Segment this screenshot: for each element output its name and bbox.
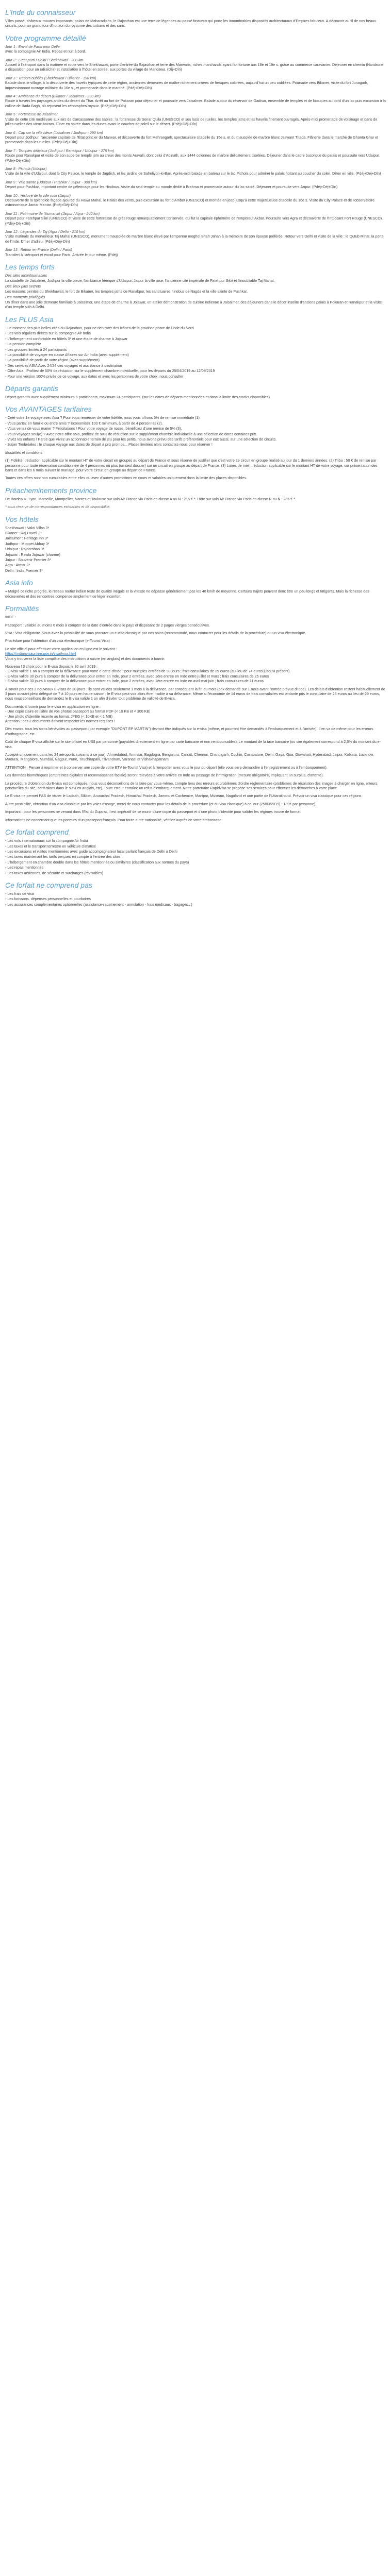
list-item: - Les groupes limités à 24 participants	[5, 347, 67, 352]
advantages-list	[5, 416, 386, 447]
list-item: Agra : Atmar 3*	[5, 563, 30, 568]
list-item: Jaisalmer : Heritage Inn 3*	[5, 536, 48, 541]
voyage-intro: Villes passé, châteaux-maures imposants, palais de Maharadjahs, le Rajasthan est une terre de légendes au passé fastueux qui porte les innombrables dispositifs architecturaux d'Empires fabuleux. A découvrir au fil de nos beaux circuits, pour un grand tour d'horizon du royaume des turbans et des saris.	[5, 19, 376, 28]
highlights-list	[5, 274, 386, 310]
advantages-title: Vos AVANTAGES tarifaires	[5, 405, 92, 414]
formalities-text: Attention : ces 2 documents doivent respecter les normes requises !	[5, 719, 116, 723]
formalities-text: ATTENTION : Penser à imprimer et à conserver une copie de votre ETV (e-Tourist Visa) et à l'emporter avec vous le jour du départ (elle vous sera demandée à l'enregistrement ou à l'embarquement).	[5, 765, 328, 770]
day-text: Départ pour Pushkar, important centre de pèlerinage pour les Hindous. Visite du seul temple au monde dédié à Brahma et promenade autour du lac sacré. Déjeuner et poursuite vers Jaipur. (Pdéj+Déj+Dîn)	[5, 185, 338, 190]
formalities-text: Le E-visa ne permet PAS de visiter le Ladakh, Sikkim, Arunachal Pradesh, Himachal Pradesh, Jammu et Cachemire, Manipur, Mizoram, Nagaland et une partie de l'Uttarakhand. Prévoir un visa classique pour ces régions.	[5, 794, 363, 799]
plus-title: Les PLUS Asia	[5, 315, 54, 324]
formalities-title: Formalités	[5, 604, 39, 613]
day-text: Balade dans le village, à la découverte des havelis typiques de cette région, anciennes demeures de maître richement ornées de fresques colorées, aujourd'hui un peu oubliées. Poursuite vers Bikaner, visite du fort Junagarh, impressionnant ouvrage militaire du 16e s., et promenade dans le marché. (Pdéj+Déj+Dîn)	[5, 81, 368, 90]
list-item: Jojawar : Rawla Jojawar (charme)	[5, 552, 60, 557]
hotels-list	[5, 526, 386, 574]
list-item: - Créé votre 1e voyage avec Asia ? Pour vous remercier de votre fidélité, nous vous offrons 5% de remise immédiate (1).	[5, 416, 201, 420]
departures-text: Départ garantis avec supplément minimum 6 participants, maximum 24 participants. (sur les dates de départs mentionnées et dans la limite des stocks disponibles)	[5, 395, 270, 399]
day-title: Jour 11 : Patrimoine de l'humanité (Jaipur / Agra - 240 km)	[5, 211, 100, 216]
list-item: - Vivez les enfants ! Parce que Vivez un actionnable terrain de jeu pour les petits, nous avons prévu des tarifs préférentiels pour eux aussi, sur une sélection de circuits.	[5, 437, 277, 442]
list-item: - Les boissons, dépenses personnelles et pourboires	[5, 897, 91, 902]
modalities-note: Toutes ces offres sont non cumulables entre elles ou avec d'autres promotions en cours et valables uniquement dans la limite des places disponibles.	[5, 476, 247, 481]
list-item: - Vous partez en famille ou entre amis ? Économisez 100 € minimum, à partir de 4 personnes (2).	[5, 421, 163, 426]
list-item: - Les assurances complémentaires optionnelles (assistance-rapatriement - annulation - frais médicaux - bagages...)	[5, 902, 192, 907]
list-item: - Les taxes et le transport terrestre en véhicule climatisé	[5, 844, 96, 849]
day-item	[5, 58, 386, 73]
formalities-text: - E-Visa valide 30 jours à compter de la délivrance pour entrer en Inde, pour 2 entrées, avec 1ère entrée en Inde entre juillet et mars ; frais consulaires de 25 euros	[5, 674, 269, 679]
pre-post-text: De Bordeaux, Lyon, Marseille, Montpellier, Nantes et Toulouse sur vols Air France via Paris en classe A ou N : 215 € *. Hôte sur vols Air France via Paris en classe R ou N : 285 € *.	[5, 497, 296, 501]
formalities-text: Coût de chaque E-visa affiché sur le site officiel en US$ par personne (payables directement en ligne par carte bancaire et non remboursables). Le montant de la taxe bancaire (ou vire également correspond à 2,5% du montant du e-visa.	[5, 740, 381, 749]
formalities-intro: INDE :	[5, 615, 16, 620]
asia-info-text: « Malgré ce riche progrès, le réseau routier indien reste de qualité inégale et la vitesse ne dépasse généralement pas les 40 km/h de moyenne. Certains trajets peuvent donc être un peu longs et fatigants. Mais la richesse des découvertes et des rencontres compense amplement ce léger inconfort.	[5, 589, 369, 599]
day-title: Jour 13 : Retour en France (Delhi / Paris)	[5, 248, 72, 252]
day-text: Départ pour Fatehpur Sikri (UNESCO) et visite de cette forteresse de grès rouge remarquablement conservée, qui fut la capitale éphémère de l'empereur Akbar. Poursuite vers Agra et découverte de l'imposant Fort Rouge (UNESCO). (Pdéj+Déj+Dîn)	[5, 216, 383, 226]
day-text: Transfert à l'aéroport et envol pour Paris. Arrivée le jour même. (Pdéj)	[5, 252, 118, 257]
day-item	[5, 194, 386, 208]
list-item: - Les repas mentionnés	[5, 866, 44, 870]
list-item: Des moments privilégiés	[5, 295, 45, 299]
list-item: Delhi : India Premier 3*	[5, 568, 43, 573]
day-item	[5, 180, 386, 190]
day-item	[5, 248, 386, 258]
list-item: - Offre Asia : Profitez de 50% de réduction sur le supplément chambre individuelle, pour les départs du 25/04/2019 au 12/09/2019	[5, 369, 215, 374]
list-item: - Les frais de visa	[5, 891, 34, 896]
formalities-text: A savoir pour ces 2 nouveaux E-visas de 30 jours : ils sont valides seulement 1 mois à la délivrance, par conséquent la fin du mois (prix demandé sur 1 mois avant l'entrée prévue d'Inde). Les délais d'obtention restent habituellement de 3 jours ouvrant plein délégué de 7 à 10 jours en haute saison ; le E-visa peut voir alors être insolite à sa délivrance. Même si l'économie de 14 euros de frais consulaires est tentante pris le consulaire de 25 euros au lieu de 29 euros, nous vous conseillons de demandez le E-visa valide 1 an afin d'éviter tout problème de validité de E-visa.	[5, 687, 385, 701]
day-title: Jour 2 : C'est parti ! Delhi / Shekhawati - 300 km	[5, 58, 84, 62]
list-item: - Les taxes aériennes, de sécurité et surcharges (révisables)	[5, 871, 104, 875]
includes-title: Ce forfait comprend	[5, 828, 69, 837]
list-item: - La possibilité de voyager en classe Affaires sur Air India (avec supplément)	[5, 352, 129, 357]
programme-title: Votre programme détaillé	[5, 33, 86, 42]
list-item: Jodhpur : Moppet Abhay 3*	[5, 541, 50, 546]
list-item: - Vous voyagez seul(e) ? Avec notre offre solo, profitez de 50% de réduction sur le supplément chambre individuelle à une sélection de dates certaines prix.	[5, 432, 257, 436]
list-item: Un dîner dans une jolie demeure familiale à Jaisalmer, une étape de charme à Jojawar, un atelier démonstration de cuisine indienne à Jaisalmer, des déjeuners dans le décor insolite d'anciens palais à Pokaran et Ranakpur et la visite d'un temple sikh à Delhi.	[5, 300, 382, 310]
formalities-text: Vous y trouverez la liste complète des instructions à suivre (en anglais) et des documents à fournir.	[5, 656, 166, 661]
list-item: - Des services ASIA Avec 24/24 des voyages et assistance à destination	[5, 363, 122, 368]
list-item: Jaipur : Souvenir Premier 3*	[5, 558, 51, 563]
day-text: Départ pour Jodhpur, l'ancienne capitale de l'État princier du Marwar, et découverte du fort Mehrangarh, spectaculaire citadelle du 15e s. et du mausolée de marbre blanc Jaswant Thada. Flânerie dans le marché de Ghanta Ghar et promenade dans les ruelles. (Pdéj+Déj+Dîn)	[5, 135, 379, 145]
day-title: Jour 8 : Pichola (Udaipur)	[5, 166, 47, 171]
formalities-text: Visa : Visa obligatoire. Vous avez la possibilité de vous procurer un e-visa classique par nos soins (recommandé, nous contacter pour les détails de la procédure) ou un visa électronique.	[5, 631, 306, 635]
day-title: Jour 6 : Cap sur la ville bleue (Jaisalmer / Jodhpur - 290 km)	[5, 130, 103, 135]
plus-list	[5, 326, 386, 379]
day-title: Jour 10 : Histoire de la ville rose (Jaipur)	[5, 193, 71, 198]
day-text: avec la compagnie Air India. Repas et nuit à bord.	[5, 49, 86, 54]
formalities-text: Le site officiel pour effectuer votre application en ligne est le suivant :	[5, 647, 117, 651]
day-text: Visite matinale du merveilleux Taj Mahal (UNESCO), monument mausolée de marbre blanc élevé par l'empereur moghol Shah Jahan à la mémoire de son épouse préférée. Retour vers Delhi et visite de la ville : le Qutub Minar, la porte de l'Inde. Dîner d'adieu. (Pdéj+Déj+Dîn)	[5, 234, 384, 244]
day-item	[5, 94, 386, 109]
pre-post-title: Préacheminements province	[5, 486, 97, 495]
list-item: - Les vols réguliers directs sur la compagnie Air India	[5, 331, 91, 336]
list-item: - L'hébergement en chambre double dans les hôtels mentionnés ou similaires (classification aux normes du pays)	[5, 860, 189, 865]
day-item	[5, 131, 386, 145]
day-text: Visite de la ville d'Udaipur, dont le City Palace, le temple de Jagdish, et les jardins de Saheliyon-ki-Bari. Après-midi balade en bateau sur le lac Pichola pour admirer le palais flottant au coucher du soleil. Dîner en ville. (Pdéj+Déj+Dîn)	[5, 172, 381, 176]
day-text: Visite de cette cité médiévale aux airs de Carcassonne des sables : la forteresse de Sonar Quila (UNESCO) et ses lacis de ruelles, les temples jaïns et les havelis finement ouvragés. Après-midi promenade de voisinage et dans de jolies ruelles des vieux bazars. Dîner en soirée dans les dunes avant le coucher de soleil sur le désert. (Pdéj+Déj+Dîn)	[5, 117, 378, 127]
day-text: Découverte de la splendide façade ajourée du Hawa Mahal, le Palais des vents, puis excursion au fort d'Amber (UNESCO) et montée en jeep jusqu'à cette majestueuse citadelle du 16e s. Visite du City Palace et de l'observatoire astronomique Jantar Mantar. (Pdéj+Déj+Dîn)	[5, 198, 375, 208]
modalities-title: Modalités et conditions	[5, 450, 43, 455]
list-item: - Les taxes maintenant les tarifs perçues en compte à l'entrée des sites	[5, 855, 121, 859]
day-text: Route pour Ranakpur et visite de son superbe temple jaïn au creux des monts Aravalli, dont celui d'Adinath, aux 1444 colonnes de marbre délicatement ciselées. Déjeuner dans le cadre bucolique du palais et poursuite vers Udaipur. (Pdéj+Déj+Dîn)	[5, 154, 380, 163]
formalities-text: Nouveau ! 3 choix pour le E-visa depuis le 30 avril 2019 :	[5, 664, 98, 669]
list-item: - Les vols internationaux sur la compagnie Air India	[5, 839, 88, 843]
formalities-text: Informations ne concernant que les porteurs d'un passeport français. Pour toute autre nationalité, vérifiez auprès de votre ambassade.	[5, 818, 223, 822]
list-item: - Pour une version 100% privée de ce voyage, aux dates et avec les personnes de votre choix, nous consulter	[5, 374, 184, 379]
list-item: Shekhawati : Vakti Villas 3*	[5, 526, 50, 530]
voyage-title: L'Inde du connaisseur	[5, 8, 76, 16]
formalities-text: Important : pour les personnes ne venant dans l'Est du Gujarat, il est impératif de se munir d'une copie du passeport et d'une photo d'identité pour valider les régimes trouve de format.	[5, 810, 302, 815]
day-title: Jour 3 : Trésors oubliés (Shekhawati / Bikaner - 190 km)	[5, 76, 96, 80]
list-item: - Vous venez de vous marier ? Félicitations ! Pour votre voyage de noces, bénéficiez d'une remise de 5% (3).	[5, 427, 182, 431]
modalities-text: (1) Fidélité : réduction applicable sur le montant HT de votre circuit en groupes au départ de France et sous réserve de justifier que c'est votre 2e circuit en groupe réalisé au jour du 1 derniers années. (2) Tribu : 50 € de remise par personne pour toute réservation conditionnée de 4 personnes ou plus (un seul dossier) sur un circuit en groupe au départ de France. (3) Lunes de miel : réduction applicable sur le montant HT de votre voyage, sur présentation des bans et dans les 6 mois suivant le mariage, pour votre circuit en groupe au départ de France.	[5, 459, 378, 472]
list-item: Les maisons peintes du Shekhawati, le fort de Bikaner, les temples jaïns de Ranakpur, les sanctuaires hindous de Nagda et la ville sainte de Pushkar.	[5, 290, 248, 294]
visa-link[interactable]: https://indianvisaonline.gov.in/visa/tvoa.html	[5, 652, 76, 656]
formalities-text: La procédure d'obtention du E-visa est compliquée, nous vous déconseillons de la faire par vous-même, compte tenu des erreurs et problèmes d'ordre réglementaire (problèmes de résolution des images à charger en ligne, erreurs ponctuelles du site, confusions dans le suivi en anglais, etc). Toute erreur entraîne un refus d'embarquement. Notre partenaire Rapidvisa se propose ses services pour effectuer les démarches à votre place.	[5, 781, 378, 791]
departures-title: Départs garantis	[5, 384, 58, 393]
formalities-text: Documents à fournir pour le e-visa en application en ligne :	[5, 704, 101, 709]
list-item: Des sites incontournables	[5, 274, 47, 278]
formalities-text: - Une photo d'identité récente au format JPEG (< 10KB et < 1 MB)	[5, 714, 112, 719]
formalities-text: Passeport : valable au moins 6 mois à compter de la date d'entrée dans le pays et disposant de 2 pages vierges consécutives.	[5, 623, 210, 628]
hotels-title: Vos hôtels	[5, 515, 39, 523]
formalities-text: Autre possibilité, obtention d'un visa classique par les voies d'usage, merci de nous contacter pour les détails de la procédure (et du visa classique) à ce jour (25/03/2019) : 139€ par personne).	[5, 802, 317, 806]
day-item	[5, 149, 386, 163]
day-text: Accueil à l'aéroport dans la matinée et route vers le Shekhawati, porte d'entrée du Rajasthan et terre des Marwaris, riches marchands ayant fait fortune aux 18e et 19e s. grâce au commerce caravanier. Déjeuner en chemin (Nandrone à disposition pour un rafraîchir) et installation à l'hôtel en soirée, aux portes du village de Mandawa. (Dîj+Dîn)	[5, 63, 383, 72]
day-title: Jour 7 : Temples délicieux (Jodhpur / Ranakpur / Udaipur - 275 km)	[5, 148, 115, 153]
list-item: - Les excursions et visites mentionnées avec guide accompagnateur local parlant français de Delhi à Delhi	[5, 849, 177, 854]
formalities-text: Accepté uniquement dans les 24 aéroports suivants à ce jour): Ahmedabad, Amritsar, Bagdogra, Bengaluru, Calicut, Chennai, Chandigarh, Cochin, Coimbatore, Delhi, Gaya, Goa, Guwahati, Hyderabad, Jaipur, Kolkata, Lucknow, Madurai, Mangalore, Mumbai, Nagpur, Pune, Tiruchirapalli, Trivandrum, Varanasi et Vishakhapatnam.	[5, 753, 374, 762]
day-item	[5, 45, 386, 55]
programme-days	[5, 45, 386, 258]
brochure-page	[0, 0, 391, 921]
day-item	[5, 167, 386, 177]
asia-info-title: Asia info	[5, 579, 33, 587]
day-title: Jour 4 : Ambiance du désert (Bikaner / Jaisalmer - 330 km)	[5, 94, 101, 99]
day-title: Jour 5 : Forteresse de Jaisalmer	[5, 112, 58, 117]
formalities-text: - E-Visa valide 1 an à compter de la délivrance pour votre e-carte d'indo ; pour multiples entrées de 90 jours ; frais consulaires de 29 euros (au lieu de 74 euros jusqu'à présent)	[5, 669, 290, 674]
list-item: - La pension complète	[5, 342, 41, 347]
list-item: - Super Timbréales : le chaque voyage aux dates de départ à prix promos... Places limitées alors contactez-nous pour réserver !	[5, 443, 213, 447]
pre-post-note: * sous réserve de correspondances existantes et de disponibilité.	[5, 505, 111, 510]
day-item	[5, 230, 386, 244]
list-item: - L'hébergement confortable en hôtels 3* et une étape de charme à Jojawar	[5, 336, 128, 341]
day-title: Jour 1 : Envol de Paris pour Delhi	[5, 44, 60, 49]
day-item	[5, 212, 386, 226]
list-item: - La possibilité de partir de votre région (avec supplément)	[5, 358, 100, 363]
list-item: - Le moment des plus belles cités du Rajasthan, pour ne rien rater des icônes de la province phare de l'Inde du Nord	[5, 326, 194, 330]
includes-list	[5, 839, 386, 876]
formalities-text: - Une copie claire et lisible de vos photos passeport au format PDF (< 10 KB et < 300 KB)	[5, 709, 151, 714]
highlights-title: Les temps forts	[5, 263, 55, 272]
formalities-text: Dès envois, tous les soins bénévoles au passeport (par exemple "DUPONT EP MARTIN") devront être indiqués sur la e-visa (même, et pourront être demandés à l'embarquement et à l'arrivée). Il en va de même pour les erreurs d'orthographe, etc.	[5, 727, 373, 736]
day-title: Jour 12 : Légendes du Taj (Agra / Delhi - 210 km)	[5, 230, 86, 234]
day-title: Jour 9 : Ville sainte (Udaipur / Pushkar / Jaipur - 300 km)	[5, 180, 97, 184]
formalities-text: - E-Visa valide 30 jours à compter de la délivrance pour entrer en Inde, pour 2 entrées, avec 1ère entrée en Inde en avril-mai-juin ; frais consulaires de 11 euros	[5, 679, 264, 684]
excludes-list	[5, 892, 386, 907]
list-item: Udaipur : Rajdarshan 3*	[5, 547, 44, 552]
excludes-title: Ce forfait ne comprend pas	[5, 880, 92, 889]
day-text: Route à travers les paysages arides du désert du Thar. Arrêt au fort de Pokaran pour déjeuner et poursuite vers Jaisalmer. Balade autour du réservoir de Gadisar, ensemble de temples et de kiosques au bord d'un lac puis excursion à la colline de Bada Bagh, où reposent les cénotaphes royaux. (Pdéj+Déj+Dîn)	[5, 99, 386, 108]
list-item: Bikaner : Raj Haveli 3*	[5, 531, 42, 536]
formalities-text: Les données biométriques (empreintes digitales et reconnaissance faciale) seront relevées à votre arrivée en Inde au passage de l'immigration (mesure obligatoire, impliquant un surplus, d'attente).	[5, 773, 324, 778]
day-item	[5, 112, 386, 127]
formalities-text: Procédure pour l'obtention d'un visa électronique (e-Tourist Visa) :	[5, 639, 112, 643]
list-item: Des lieux plus secrets	[5, 284, 41, 289]
list-item: La citadelle de Jaisalmer, Jodhpur la ville bleue, l'ambiance féerique d'Udaipur, Jaipur la ville rose, l'ancienne cité impériale de Fatehpur Sikri et l'inoubliable Taj Mahal.	[5, 279, 275, 283]
day-item	[5, 76, 386, 91]
